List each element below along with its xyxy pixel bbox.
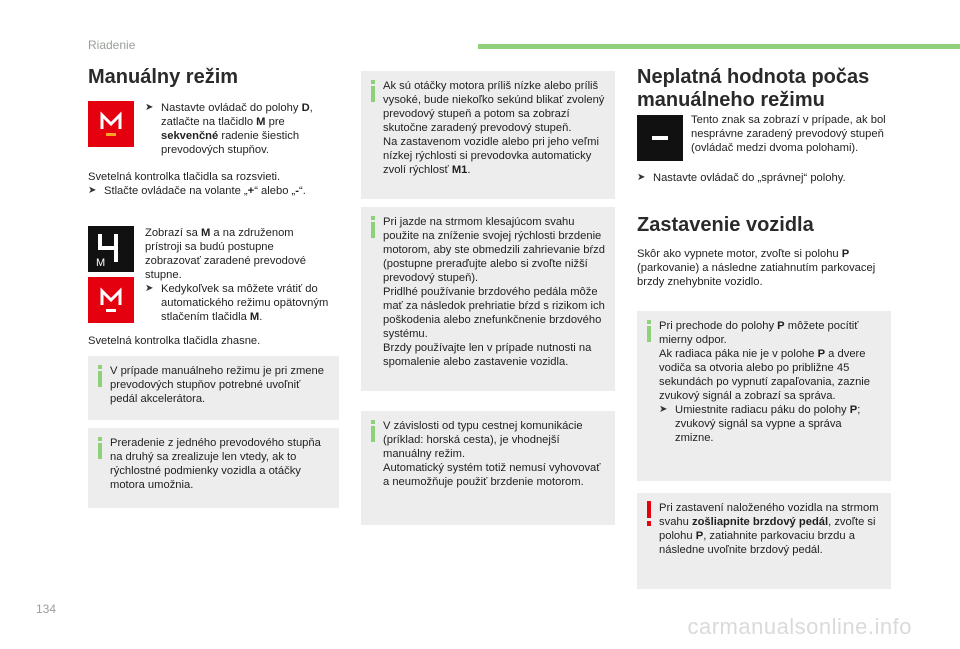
- indicator-off-text: Svetelná kontrolka tlačidla zhasne.: [88, 335, 261, 347]
- watermark: carmanualsonline.info: [687, 614, 912, 639]
- note-text: V závislosti od typu cestnej komunikácie (príklad: horská cesta), je vhodnejší manuálny režim. Automatický systém totiž nemusí vyhovovať a neumožňuje použiť brzdenie motorom.: [383, 420, 601, 488]
- m-button-glyph: [88, 277, 134, 323]
- info-icon: [98, 437, 102, 459]
- m-button-icon: [88, 101, 134, 147]
- invalid-value-title: Neplatná hodnota počas manuálneho režimu: [637, 66, 870, 111]
- note-text: V prípade manuálneho režimu je pri zmene prevodových stupňov potrebné uvoľniť pedál akcelerátora.: [110, 365, 324, 405]
- info-icon: [371, 80, 375, 102]
- info-icon: [371, 420, 375, 442]
- step-return-auto: [145, 282, 337, 324]
- step-set-selector: [145, 101, 325, 157]
- note-text: Pri zastavení naloženého vozidla na strmom svahu zošliapnite brzdový pedál, zvoľte si polohu P, zatiahnite parkovaciu brzdu a následne uvoľnite brzdový pedál.: [659, 502, 879, 556]
- stopping-text: Skôr ako vypnete motor, zvoľte si polohu P (parkovanie) a následne zatiahnutím parkovacej brzdy znehybnite vozidlo.: [637, 248, 876, 288]
- info-note-engine-braking: [361, 207, 615, 391]
- info-note-rpm: [361, 71, 615, 199]
- warning-note-slope: [637, 493, 891, 589]
- step-lever-park: ➤ Umiestnite radiacu páku do polohy P; zvukový signál sa vypne a správa zmizne.: [659, 404, 861, 444]
- note-text: Pri prechode do polohy P môžete pocítiť mierny odpor. Ak radiaca páka nie je v polohe P a dvere vodiča sa otvoria alebo po približne 45 sekundách po vypnutí zapaľovania, zaznie zvukový signál a zobrazí sa správa. ➤ Umiestnite radiacu páku do polohy P; zvukový signál sa vypne a správa zmizne.: [659, 319, 881, 445]
- info-note-shifting: [88, 428, 339, 508]
- stopping-vehicle-title: Zastavenie vozidla: [637, 214, 814, 236]
- step-correct-position: [637, 171, 887, 185]
- m-button-glyph: [88, 101, 134, 147]
- invalid-value-text: Tento znak sa zobrazí v prípade, ak bol nesprávne zaradený prevodový stupeň (ovládač medzi dvoma polohami).: [691, 114, 886, 154]
- step-paddles: [88, 184, 338, 198]
- info-note-park: [637, 311, 891, 481]
- page-number: 134: [36, 602, 57, 616]
- info-icon: [647, 320, 651, 342]
- step-text: Nastavte ovládač do „správnej“ polohy.: [653, 172, 846, 184]
- arrow-bullet-icon: ➤: [145, 102, 154, 113]
- step-text: Stlačte ovládače na volante „+“ alebo „-“.: [104, 185, 306, 197]
- gear-display-icon: [88, 226, 134, 272]
- warning-icon: [646, 501, 652, 527]
- gear-display-glyph: [88, 226, 134, 272]
- note-text: Pri jazde na strmom klesajúcom svahu použite na zníženie svojej rýchlosti brzdenie motorom, aby ste obmedzili zahrievanie bŕzd (postupne preraďujte alebo si zvoľte nižší prevodový stupeň). Pridlhé používanie brzdového pedála môže mať za následok prehriatie bŕzd s rizikom ich poškodenia alebo znefunkčnenie brzdového systému. Brzdy používajte len v prípade nutnosti na spomalenie alebo zastavenie vozidla.: [383, 216, 605, 368]
- arrow-bullet-icon: ➤: [88, 185, 97, 196]
- step-text: Kedykoľvek sa môžete vrátiť do automatického režimu opätovným stlačením tlačidla M.: [161, 283, 329, 323]
- invalid-gear-icon: [637, 115, 683, 161]
- info-icon: [98, 365, 102, 387]
- info-icon: [371, 216, 375, 238]
- arrow-bullet-icon: ➤: [659, 404, 668, 415]
- arrow-bullet-icon: ➤: [145, 283, 154, 294]
- gear-display-mode: M: [96, 257, 106, 269]
- invalid-gear-glyph: [637, 115, 683, 161]
- note-text: Ak sú otáčky motora príliš nízke alebo príliš vysoké, bude niekoľko sekúnd blikať zvolený prevodový stupeň a potom sa zobrazí skutočne zaradený prevodový stupeň. Na zastavenom vozidle alebo pri jeho veľmi nízkej rýchlosti si prevodovka automaticky zvolí rýchlosť M1.: [383, 80, 605, 176]
- section-label: Riadenie: [88, 38, 136, 52]
- indicator-on-text: Svetelná kontrolka tlačidla sa rozsvieti.: [88, 171, 281, 183]
- info-note-accelerator: [88, 356, 339, 420]
- info-note-road-type: [361, 411, 615, 525]
- manual-mode-title: Manuálny režim: [88, 66, 239, 88]
- section-accent-bar: [478, 44, 960, 49]
- gear-display-text: Zobrazí sa M a na združenom prístroji sa budú postupne zobrazovať zaradené prevodové stupne.: [145, 227, 306, 281]
- step-text: Nastavte ovládač do polohy D, zatlačte na tlačidlo M pre sekvenčné radenie šiestich prevodových stupňov.: [161, 102, 313, 156]
- m-button-icon: [88, 277, 134, 323]
- note-text: Preradenie z jedného prevodového stupňa na druhý sa zrealizuje len vtedy, ak to rýchlostné podmienky vozidla a otáčky motora umožnia.: [110, 437, 321, 491]
- arrow-bullet-icon: ➤: [637, 172, 646, 183]
